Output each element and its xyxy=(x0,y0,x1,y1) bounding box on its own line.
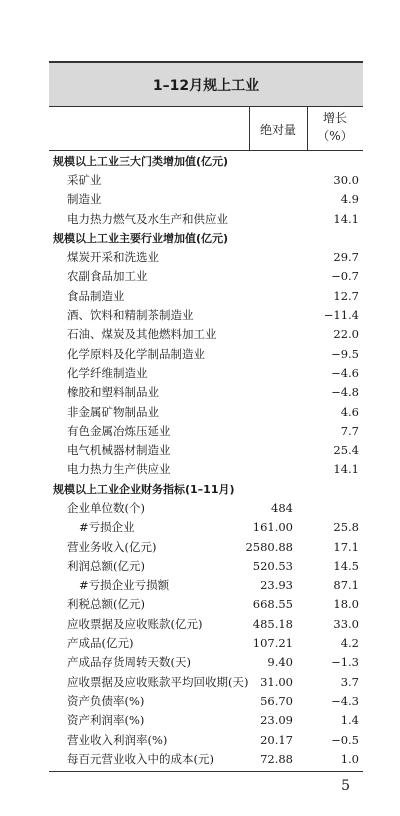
row-label: 企业单位数(个) xyxy=(67,500,145,515)
growth-value: 7.7 xyxy=(340,423,359,438)
row-label: 利润总额(亿元) xyxy=(67,558,145,573)
table-row xyxy=(49,730,363,749)
absolute-value: 2580.88 xyxy=(245,539,293,554)
growth-value: 18.0 xyxy=(333,597,359,612)
row-label: 资产利润率(%) xyxy=(67,713,145,728)
table-row xyxy=(49,498,363,517)
growth-value: 4.9 xyxy=(340,192,359,207)
row-label: 产成品存货周转天数(天) xyxy=(67,655,191,670)
table-body xyxy=(49,151,363,769)
row-label: 化学原料及化学制品制造业 xyxy=(67,346,205,361)
growth-value: 25.8 xyxy=(333,520,359,535)
row-label: #亏损企业 xyxy=(79,520,135,535)
table-row xyxy=(49,421,363,440)
row-label: 规模以上工业三大门类增加值(亿元) xyxy=(53,154,229,168)
growth-value: 87.1 xyxy=(333,578,359,593)
row-label: 食品制造业 xyxy=(67,288,125,303)
row-label: 营业收入利润率(%) xyxy=(67,732,168,747)
table-row xyxy=(49,363,363,382)
bottom-rule xyxy=(49,771,363,772)
row-label: 应收票据及应收账款平均回收期(天) xyxy=(67,674,249,689)
table-row xyxy=(49,170,363,189)
absolute-value: 520.53 xyxy=(252,558,293,573)
table-title: 1–12月规上工业 xyxy=(49,61,363,107)
growth-value: 1.4 xyxy=(340,713,359,728)
row-label: 规模以上工业企业财务指标(1–11月) xyxy=(53,482,235,496)
growth-value: 29.7 xyxy=(333,250,359,265)
row-label: 石油、煤炭及其他燃料加工业 xyxy=(67,327,217,342)
growth-value: −11.4 xyxy=(323,308,359,323)
absolute-value: 23.09 xyxy=(260,713,293,728)
growth-value: −0.7 xyxy=(331,269,359,284)
section-heading-row xyxy=(49,479,363,498)
growth-value: 4.2 xyxy=(340,636,359,651)
table-header xyxy=(49,107,363,151)
row-label: 橡胶和塑料制品业 xyxy=(67,385,159,400)
table-row xyxy=(49,537,363,556)
table-row xyxy=(49,325,363,344)
row-label: 产成品(亿元) xyxy=(67,636,134,651)
table-row xyxy=(49,440,363,459)
row-label: 农副食品加工业 xyxy=(67,269,148,284)
absolute-value: 72.88 xyxy=(260,751,293,766)
growth-value: 12.7 xyxy=(333,288,359,303)
table-row xyxy=(49,614,363,633)
table-row xyxy=(49,344,363,363)
row-label: 规模以上工业主要行业增加值(亿元) xyxy=(53,231,229,245)
absolute-value: 9.40 xyxy=(267,655,293,670)
row-label: 煤炭开采和洗选业 xyxy=(67,250,159,265)
growth-value: −1.3 xyxy=(331,655,359,670)
growth-value: 1.0 xyxy=(340,751,359,766)
header-growth-line2: （%） xyxy=(317,129,353,143)
growth-value: −4.3 xyxy=(331,693,359,708)
absolute-value: 485.18 xyxy=(252,616,293,631)
row-label: 每百元营业收入中的成本(元) xyxy=(67,751,214,766)
absolute-value: 161.00 xyxy=(252,520,293,535)
table-row xyxy=(49,711,363,730)
absolute-value: 20.17 xyxy=(260,732,293,747)
growth-value: −9.5 xyxy=(331,346,359,361)
absolute-value: 56.70 xyxy=(260,693,293,708)
absolute-value: 23.93 xyxy=(260,578,293,593)
row-label: 营业务收入(亿元) xyxy=(67,539,157,554)
section-heading-row xyxy=(49,151,363,170)
row-label: 酒、饮料和精制茶制造业 xyxy=(67,308,194,323)
growth-value: 22.0 xyxy=(333,327,359,342)
table-row xyxy=(49,595,363,614)
row-label: 应收票据及应收账款(亿元) xyxy=(67,616,203,631)
row-label: 资产负债率(%) xyxy=(67,693,145,708)
table-row xyxy=(49,672,363,691)
absolute-value: 31.00 xyxy=(260,674,293,689)
table-row xyxy=(49,749,363,768)
table-row xyxy=(49,576,363,595)
growth-value: 33.0 xyxy=(333,616,359,631)
page-number: 5 xyxy=(341,778,350,794)
table-row xyxy=(49,383,363,402)
table-row xyxy=(49,267,363,286)
header-growth-line1: 增长 xyxy=(322,111,347,125)
row-label: 利税总额(亿元) xyxy=(67,597,145,612)
absolute-value: 107.21 xyxy=(252,636,293,651)
table-row xyxy=(49,209,363,228)
row-label: 采矿业 xyxy=(67,172,102,187)
growth-value: 30.0 xyxy=(333,172,359,187)
growth-value: −0.5 xyxy=(331,732,359,747)
growth-value: 3.7 xyxy=(340,674,359,689)
header-growth xyxy=(307,109,363,145)
growth-value: 14.1 xyxy=(333,462,359,477)
table-row xyxy=(49,653,363,672)
row-label: 电气机械器材制造业 xyxy=(67,443,171,458)
table-row xyxy=(49,190,363,209)
growth-value: 17.1 xyxy=(333,539,359,554)
header-absolute: 绝对量 xyxy=(259,123,296,137)
growth-value: 25.4 xyxy=(333,443,359,458)
absolute-value: 668.55 xyxy=(252,597,293,612)
table-row xyxy=(49,460,363,479)
table-row xyxy=(49,518,363,537)
table-row xyxy=(49,691,363,710)
table-row xyxy=(49,286,363,305)
table-row xyxy=(49,556,363,575)
absolute-value: 484 xyxy=(271,500,293,515)
growth-value: −4.8 xyxy=(331,385,359,400)
row-label: 有色金属冶炼压延业 xyxy=(67,423,171,438)
growth-value: 14.5 xyxy=(333,558,359,573)
growth-value: 4.6 xyxy=(340,404,359,419)
row-label: 非金属矿物制品业 xyxy=(67,404,159,419)
growth-value: 14.1 xyxy=(333,211,359,226)
table-row xyxy=(49,633,363,652)
table-row xyxy=(49,402,363,421)
row-label: 化学纤维制造业 xyxy=(67,365,148,380)
row-label: #亏损企业亏损额 xyxy=(79,578,170,593)
growth-value: −4.6 xyxy=(331,365,359,380)
row-label: 制造业 xyxy=(67,192,102,207)
row-label: 电力热力燃气及水生产和供应业 xyxy=(67,211,228,226)
row-label: 电力热力生产供应业 xyxy=(67,462,171,477)
stats-table xyxy=(49,61,363,772)
table-row xyxy=(49,305,363,324)
section-heading-row xyxy=(49,228,363,247)
table-row xyxy=(49,247,363,266)
